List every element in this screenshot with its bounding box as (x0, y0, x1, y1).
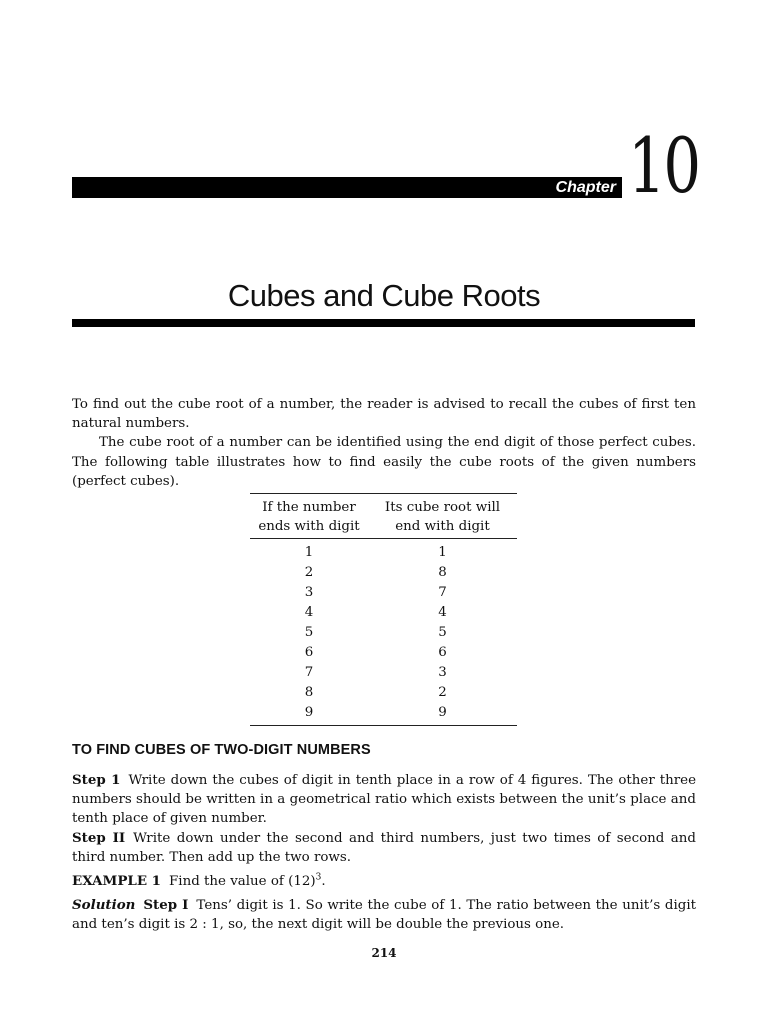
table-row (250, 603, 517, 623)
table-row (250, 643, 517, 663)
table-cell: 5 (438, 625, 447, 640)
table-header-row (250, 494, 517, 539)
chapter-banner (72, 177, 622, 198)
table-row (250, 683, 517, 703)
chapter-label: Chapter (555, 179, 616, 196)
table-header-cube-root (368, 494, 517, 539)
example-text: Find the value of (12) (169, 874, 316, 890)
table-cell: 8 (304, 685, 314, 700)
table-cell: 6 (304, 645, 314, 660)
title-rule (72, 319, 695, 327)
table-cell: 8 (438, 565, 447, 580)
cube-root-table (250, 493, 517, 726)
intro-text (72, 395, 696, 491)
step-2-text: Write down under the second and third numbers, just two times of second and third number. Then add up the two rows. (72, 830, 696, 865)
step-2-label: Step II (72, 829, 126, 846)
table-row (250, 623, 517, 643)
table-cell: 6 (438, 645, 447, 660)
table-row (250, 663, 517, 683)
table-cell: 4 (304, 605, 314, 620)
table-cell: 3 (438, 665, 447, 680)
solution (72, 896, 696, 934)
chapter-number: 10 (628, 121, 699, 210)
example-label: EXAMPLE 1 (72, 873, 162, 890)
table-cell: 7 (304, 665, 314, 680)
section-heading: TO FIND CUBES OF TWO-DIGIT NUMBERS (72, 742, 371, 758)
intro-paragraph-2: The cube root of a number can be identified using the end digit of those perfect cubes. The following table illustrates how to find easily the cube roots of the given numbers (perfect cubes). (72, 435, 696, 489)
step-2 (72, 829, 696, 867)
step-1-label: Step 1 (72, 772, 121, 788)
table-cell: 9 (438, 705, 447, 720)
table-cell: 2 (438, 685, 447, 700)
table-cell: 4 (438, 605, 447, 620)
solution-text: Tens’ digit is 1. So write the cube of 1. The ratio between the unit’s digit and ten’s digit is 2 : 1, so, the next digit will be double the previous one. (72, 898, 696, 933)
table-row (250, 703, 517, 726)
solution-label: Solution (72, 897, 136, 914)
table-cell: 1 (304, 545, 314, 560)
step-1 (72, 771, 696, 829)
table-cell: 7 (438, 585, 447, 600)
page-number: 214 (371, 946, 397, 960)
table-cell: 5 (304, 625, 314, 640)
table-row (250, 539, 517, 564)
chapter-title: Cubes and Cube Roots (227, 278, 541, 313)
example-exponent: 3 (315, 872, 322, 883)
table-header-number (250, 494, 368, 539)
steps-text (72, 771, 696, 935)
header-line: Its cube root will (384, 500, 501, 515)
solution-step-label: Step I (143, 897, 189, 914)
example-end: . (321, 874, 326, 890)
table-cell: 2 (304, 565, 314, 580)
example-1 (72, 872, 696, 891)
header-line: ends with digit (258, 519, 360, 534)
table-cell: 1 (438, 545, 447, 560)
table-row (250, 583, 517, 603)
table-row (250, 563, 517, 583)
table-cell: 9 (304, 705, 314, 720)
table-cell: 3 (304, 585, 314, 600)
header-line: end with digit (395, 519, 490, 534)
step-1-text: Write down the cubes of digit in tenth place in a row of 4 figures. The other three numbers should be written in a geometrical ratio which exists between the unit’s place and tenth place of given number. (72, 773, 696, 827)
intro-paragraph-1: To find out the cube root of a number, the reader is advised to recall the cubes of first ten natural numbers. (72, 397, 696, 432)
header-line: If the number (262, 500, 356, 515)
